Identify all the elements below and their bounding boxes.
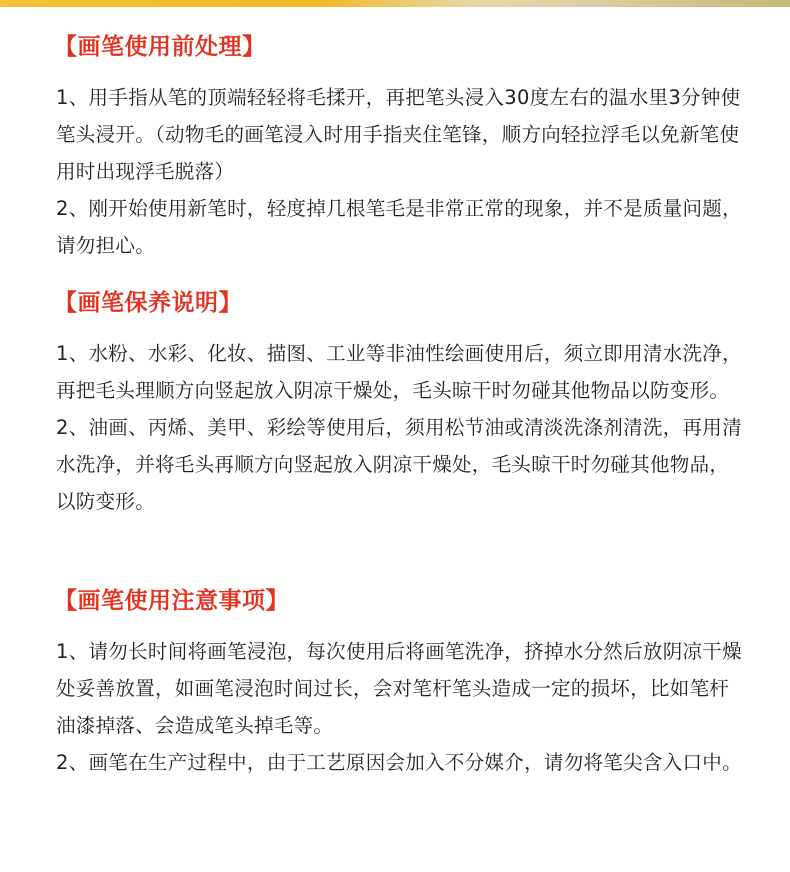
section-title-maintenance: 【画笔保养说明】 [54,290,242,316]
paragraph-precautions-2: 2、画笔在生产过程中，由于工艺原因会加入不分媒介，请勿将笔尖含入口中。 [56,751,742,774]
paragraph-pre-use-1: 1、用手指从笔的顶端轻轻将毛揉开，再把笔头浸入30度左右的温水里3分钟使笔头浸开。（动物毛的画笔浸入时用手指夹住笔锋，顺方向轻拉浮毛以免新笔使用时出现浮毛脱落） [56,86,741,183]
section-title-precautions: 【画笔使用注意事项】 [54,588,289,614]
paragraph-precautions-1: 1、请勿长时间将画笔浸泡，每次使用后将画笔洗净，挤掉水分然后放阴凉干燥处妥善放置，如画笔浸泡时间过长，会对笔杆笔头造成一定的损坏，比如笔杆油漆掉落、会造成笔头掉毛等。 [56,640,742,737]
section-maintenance [56,286,746,520]
section-pre-use [56,30,746,264]
top-decorative-strip [0,0,790,7]
paragraph-maintenance-2: 2、油画、丙烯、美甲、彩绘等使用后，须用松节油或清淡洗涤剂清洗，再用清水洗净，并将毛头再顺方向竖起放入阴凉干燥处，毛头晾干时勿碰其他物品，以防变形。 [56,416,742,513]
paragraph-pre-use-2: 2、刚开始使用新笔时，轻度掉几根笔毛是非常正常的现象，并不是质量问题，请勿担心。 [56,197,742,257]
section-title-pre-use: 【画笔使用前处理】 [54,34,266,60]
paragraph-maintenance-1: 1、水粉、水彩、化妆、描图、工业等非油性绘画使用后，须立即用清水洗净，再把毛头理顺方向竖起放入阴凉干燥处，毛头晾干时勿碰其他物品以防变形。 [56,342,742,402]
section-precautions [56,584,746,781]
